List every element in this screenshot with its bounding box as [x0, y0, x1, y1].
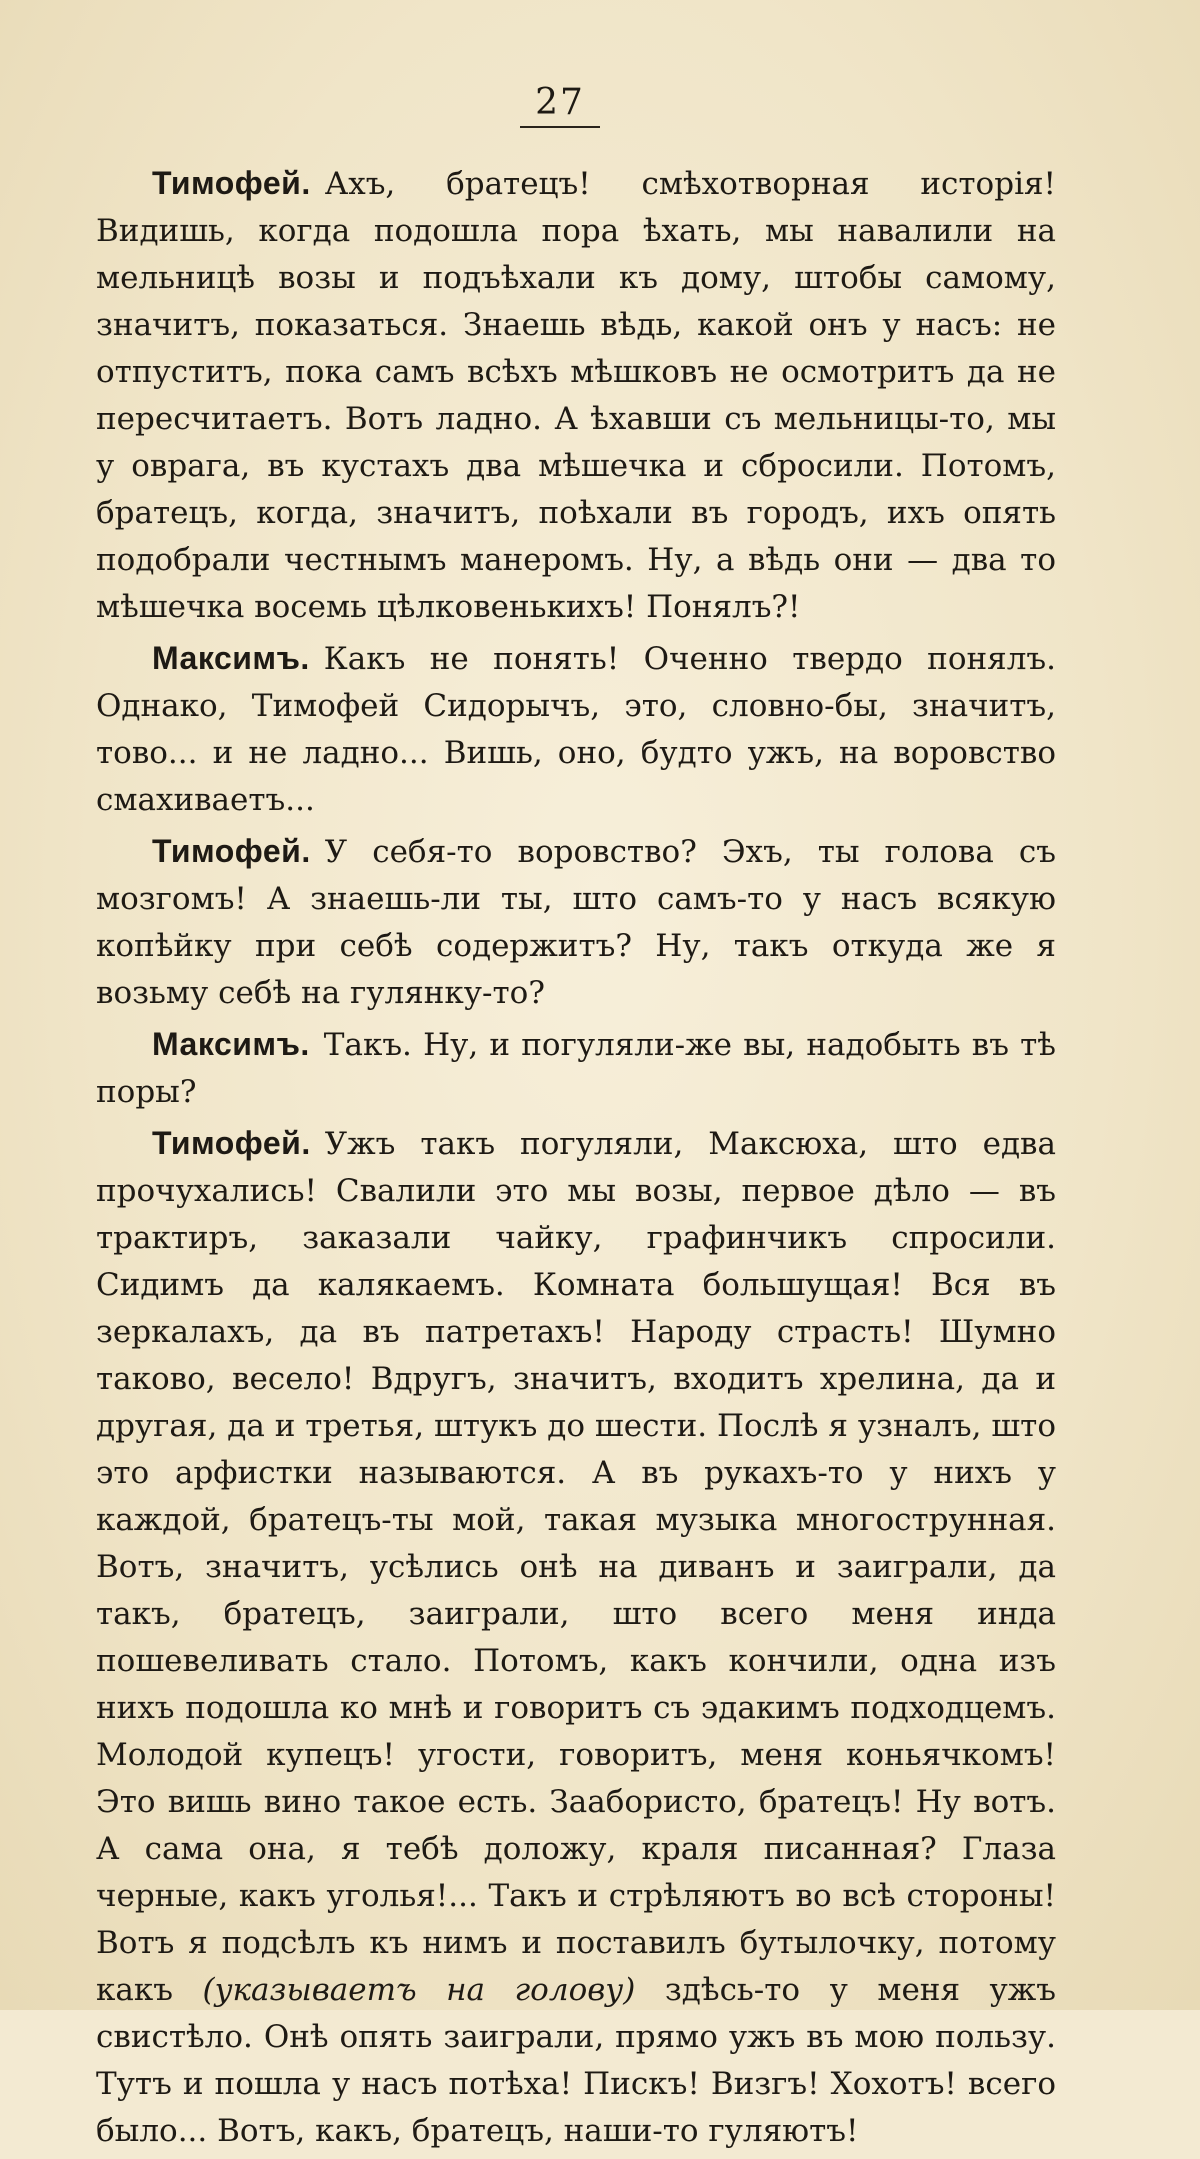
dialogue-paragraph — [96, 1021, 1056, 1116]
dialogue-paragraph — [96, 635, 1056, 824]
dialogue-paragraph — [96, 1120, 1056, 2155]
page-number: 27 — [535, 82, 585, 123]
dialogue-line: здѣсь-то у меня ужъ свистѣло. Онѣ опять заиграли, прямо ужъ въ мою пользу. Тутъ и пошла у насъ потѣха! Пискъ! Визгъ! Хохотъ! всего было... Вотъ, какъ, братецъ, наши-то гуляютъ! — [96, 1972, 1056, 2149]
dialogue-paragraph — [96, 828, 1056, 1017]
dialogue-line: Такъ. Ну, и погуляли-же вы, надобыть въ тѣ поры? — [96, 1027, 1056, 1110]
speaker-name: Максимъ. — [152, 640, 310, 676]
dialogue-line: У себя-то воровство? Эхъ, ты голова съ мозгомъ! А знаешь-ли ты, што самъ-то у насъ всякую копѣйку при себѣ содержитъ? Ну, такъ откуда же я возьму себѣ на гулянку-то? — [96, 834, 1056, 1011]
stage-direction: (указываетъ на голову) — [202, 1972, 636, 2008]
dialogue-text — [96, 160, 1056, 2159]
dialogue-line: Какъ не понять! Оченно твердо понялъ. Однако, Тимофей Сидорычъ, это, словно-бы, значитъ, тово... и не ладно... Вишь, оно, будто ужъ, на воровство смахиваетъ... — [96, 641, 1056, 818]
page-number-underline — [520, 126, 600, 128]
dialogue-paragraph — [96, 160, 1056, 631]
speaker-name: Максимъ. — [152, 1026, 310, 1062]
speaker-name: Тимофей. — [152, 833, 311, 869]
dialogue-line: Ахъ, братецъ! смѣхотворная исторія! Видишь, когда подошла пора ѣхать, мы навалили на мельницѣ возы и подъѣхали къ дому, штобы самому, значитъ, показаться. Знаешь вѣдь, какой онъ у насъ: не отпуститъ, пока самъ всѣхъ мѣшковъ не осмотритъ да не пересчитаетъ. Вотъ ладно. А ѣхавши съ мельницы-то, мы у оврага, въ кустахъ два мѣшечка и сбросили. Потомъ, братецъ, когда, значитъ, поѣхали въ городъ, ихъ опять подобрали честнымъ манеромъ. Ну, а вѣдь они — два то мѣшечка восемь цѣлковенькихъ! Понялъ?! — [96, 166, 1056, 625]
speaker-name: Тимофей. — [152, 165, 311, 201]
speaker-name: Тимофей. — [152, 1125, 311, 1161]
dialogue-line: Ужъ такъ погуляли, Максюха, што едва прочухались! Свалили это мы возы, первое дѣло — въ трактиръ, заказали чайку, графинчикъ спросили. Сидимъ да калякаемъ. Комната большущая! Вся въ зеркалахъ, да въ патретахъ! Народу страсть! Шумно таково, весело! Вдругъ, значитъ, входитъ хрелина, да и другая, да и третья, штукъ до шести. Послѣ я узналъ, што это арфистки называются. А въ рукахъ-то у нихъ у каждой, братецъ-ты мой, такая музыка многострунная. Вотъ, значитъ, усѣлись онѣ на диванъ и заиграли, да такъ, братецъ, заиграли, што всего меня инда пошевеливать стало. Потомъ, какъ кончили, одна изъ нихъ подошла ко мнѣ и говоритъ съ эдакимъ подходцемъ. Молодой купецъ! угости, говоритъ, меня коньячкомъ! Это вишь вино такое есть. Заабористо, братецъ! Ну вотъ. А сама она, я тебѣ доложу, краля писанная? Глаза черные, какъ уголья!... Такъ и стрѣляютъ во всѣ стороны! Вотъ я подсѣлъ къ нимъ и поставилъ бутылочку, потому какъ — [96, 1126, 1056, 2008]
